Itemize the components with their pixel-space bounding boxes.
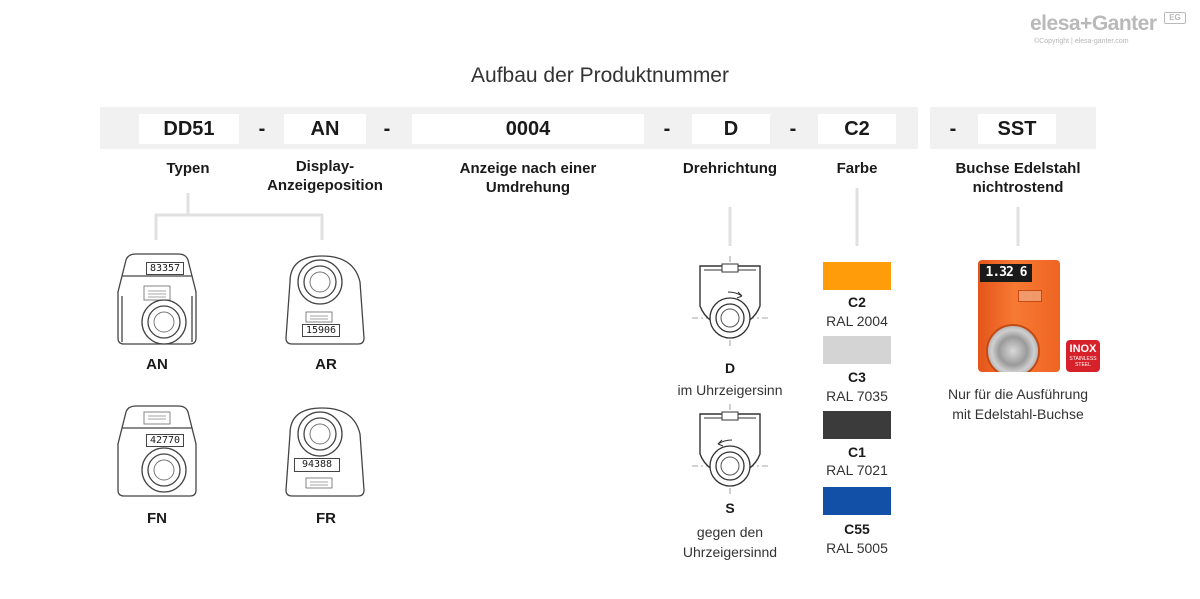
label-typen: Typen: [166, 160, 210, 177]
label-line: Buchse Edelstahl: [955, 160, 1081, 177]
color-ral-c55: RAL 5005: [826, 540, 888, 556]
stainless-knob-photo: [978, 260, 1060, 372]
separator: -: [949, 118, 957, 140]
segment-rotation: D: [692, 114, 770, 144]
separator: -: [258, 118, 266, 140]
color-ral-c2: RAL 2004: [826, 313, 888, 329]
desc-line: Uhrzeigersinnd: [682, 544, 778, 560]
color-swatch-c55: [823, 487, 891, 515]
color-swatch-c1: [823, 411, 891, 439]
rotation-code-d: D: [724, 360, 736, 376]
rotation-desc-s: [655, 522, 805, 562]
type-caption-fn: FN: [147, 510, 167, 527]
color-ral-c3: RAL 7035: [826, 388, 888, 404]
inox-badge-sub: STAINLESS: [1069, 356, 1097, 362]
separator: -: [663, 118, 671, 140]
type-caption-an: AN: [146, 356, 168, 373]
note-line: mit Edelstahl-Buchse: [952, 406, 1084, 422]
color-code-c1: C1: [848, 444, 866, 460]
page-title: Aufbau der Produktnummer: [471, 64, 729, 87]
rotation-desc-d: im Uhrzeigersinn: [677, 382, 783, 398]
color-code-c3: C3: [848, 369, 866, 385]
label-farbe: Farbe: [836, 160, 878, 177]
separator: -: [789, 118, 797, 140]
photo-window: [1018, 290, 1042, 302]
color-ral-c1: RAL 7021: [826, 462, 888, 478]
label-line: Anzeigeposition: [267, 177, 383, 194]
type-caption-ar: AR: [315, 356, 337, 373]
segment-stainless-bushing: SST: [978, 114, 1056, 144]
color-code-c2: C2: [848, 294, 866, 310]
label-line: Umdrehung: [485, 179, 571, 196]
segment-indication: 0004: [412, 114, 644, 144]
separator: -: [383, 118, 391, 140]
desc-line: gegen den: [696, 524, 764, 540]
label-drehrichtung: Drehrichtung: [682, 160, 778, 177]
segment-type: DD51: [139, 114, 239, 144]
inox-badge: [1066, 340, 1100, 372]
photo-display: 1.32 6: [980, 264, 1032, 282]
rotation-clockwise-drawing: [688, 256, 772, 348]
bracket-connector: [156, 215, 322, 240]
display-counter-ar: 15906: [302, 324, 340, 337]
inox-badge-title: INOX: [1069, 343, 1097, 355]
photo-bushing: [986, 324, 1040, 372]
copyright-text: ©Copyright | elesa-ganter.com: [1034, 38, 1129, 45]
segment-display-position: AN: [284, 114, 366, 144]
label-line: Display-: [295, 158, 355, 175]
color-swatch-c2: [823, 262, 891, 290]
display-counter-fr: 94388: [294, 458, 340, 472]
rotation-counterclockwise-drawing: [688, 404, 772, 496]
inox-note: [928, 384, 1108, 424]
logo-badge: EG: [1164, 12, 1186, 24]
label-line: Anzeige nach einer: [459, 160, 597, 177]
knob-fr-drawing: [282, 404, 366, 500]
rotation-code-s: S: [725, 500, 735, 516]
inox-badge-sub: STEEL: [1075, 362, 1091, 368]
color-swatch-c3: [823, 336, 891, 364]
knob-fn-drawing: [116, 404, 198, 500]
display-counter-fn: 42770: [146, 434, 184, 447]
type-caption-fr: FR: [316, 510, 336, 527]
label-line: nichtrostend: [972, 179, 1064, 196]
color-code-c55: C55: [844, 521, 870, 537]
segment-color: C2: [818, 114, 896, 144]
logo-text: elesa+Ganter: [1030, 12, 1157, 35]
note-line: Nur für die Ausführung: [947, 386, 1089, 402]
display-counter-an: 83357: [146, 262, 184, 275]
